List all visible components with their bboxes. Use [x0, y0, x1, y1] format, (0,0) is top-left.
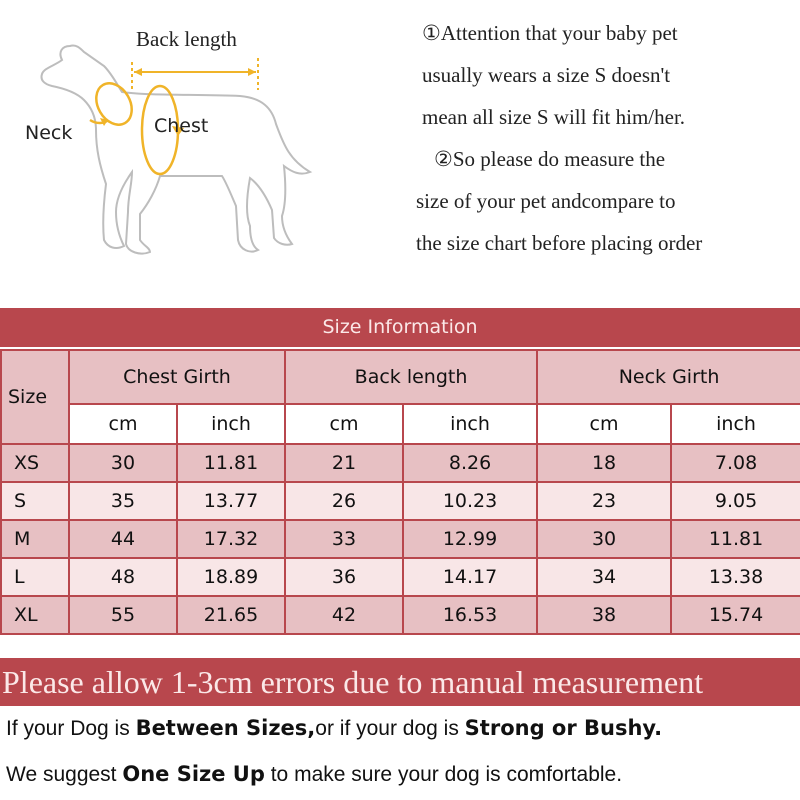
table-cell: 8.26	[403, 444, 537, 482]
unit-cell: cm	[285, 404, 403, 444]
table-cell: 13.38	[671, 558, 800, 596]
unit-cell: inch	[671, 404, 800, 444]
size-cell: XL	[1, 596, 69, 634]
attention-line: size of your pet andcompare to	[416, 189, 676, 213]
unit-cell: inch	[177, 404, 285, 444]
table-cell: 26	[285, 482, 403, 520]
size-header: Size	[1, 350, 69, 444]
attention-line: the size chart before placing order	[416, 231, 703, 255]
size-table	[0, 349, 800, 635]
dog-measurement-diagram	[0, 0, 400, 300]
unit-cell: cm	[537, 404, 671, 444]
table-row	[1, 596, 800, 634]
advice-text: to make sure your dog is comfortable.	[264, 763, 623, 786]
advice-text: If your Dog is	[6, 717, 136, 740]
advice-text: or if your dog is	[315, 717, 465, 740]
table-cell: 17.32	[177, 520, 285, 558]
advice-line-1	[6, 716, 662, 741]
attention-line: ①Attention that your baby pet	[422, 21, 678, 45]
attention-line: usually wears a size S doesn't	[422, 63, 671, 87]
table-cell: 16.53	[403, 596, 537, 634]
unit-cell: inch	[403, 404, 537, 444]
table-cell: 18	[537, 444, 671, 482]
advice-emphasis: One Size Up	[122, 762, 265, 786]
table-cell: 11.81	[671, 520, 800, 558]
measurement-error-banner: Please allow 1-3cm errors due to manual measurement	[0, 658, 800, 706]
table-cell: 33	[285, 520, 403, 558]
table-cell: 15.74	[671, 596, 800, 634]
table-cell: 7.08	[671, 444, 800, 482]
advice-text: We suggest	[6, 763, 123, 786]
table-cell: 13.77	[177, 482, 285, 520]
attention-notes	[416, 18, 796, 270]
size-cell: XS	[1, 444, 69, 482]
advice-emphasis: Strong or Bushy.	[464, 716, 663, 740]
table-cell: 21.65	[177, 596, 285, 634]
table-cell: 21	[285, 444, 403, 482]
table-row	[1, 520, 800, 558]
table-row	[1, 482, 800, 520]
table-header-row	[1, 350, 800, 404]
advice-emphasis: Between Sizes,	[135, 716, 316, 740]
table-cell: 14.17	[403, 558, 537, 596]
chest-label: Chest	[154, 115, 209, 137]
table-cell: 30	[69, 444, 177, 482]
table-cell: 12.99	[403, 520, 537, 558]
unit-cell: cm	[69, 404, 177, 444]
back-length-label: Back length	[136, 27, 237, 51]
table-cell: 42	[285, 596, 403, 634]
table-cell: 23	[537, 482, 671, 520]
chest-girth-header: Chest Girth	[69, 350, 285, 404]
attention-line: mean all size S will fit him/her.	[422, 105, 686, 129]
size-information-title: Size Information	[0, 308, 800, 347]
table-cell: 35	[69, 482, 177, 520]
neck-label: Neck	[25, 122, 73, 144]
table-cell: 38	[537, 596, 671, 634]
table-row	[1, 444, 800, 482]
neck-girth-header: Neck Girth	[537, 350, 800, 404]
table-cell: 18.89	[177, 558, 285, 596]
table-cell: 30	[537, 520, 671, 558]
table-cell: 55	[69, 596, 177, 634]
table-cell: 10.23	[403, 482, 537, 520]
table-cell: 36	[285, 558, 403, 596]
table-cell: 44	[69, 520, 177, 558]
table-units-row	[1, 404, 800, 444]
attention-line: ②So please do measure the	[434, 147, 666, 171]
advice-line-2	[6, 762, 622, 787]
table-cell: 48	[69, 558, 177, 596]
size-cell: M	[1, 520, 69, 558]
back-length-header: Back length	[285, 350, 537, 404]
size-cell: L	[1, 558, 69, 596]
table-cell: 11.81	[177, 444, 285, 482]
size-cell: S	[1, 482, 69, 520]
table-cell: 9.05	[671, 482, 800, 520]
table-cell: 34	[537, 558, 671, 596]
table-row	[1, 558, 800, 596]
